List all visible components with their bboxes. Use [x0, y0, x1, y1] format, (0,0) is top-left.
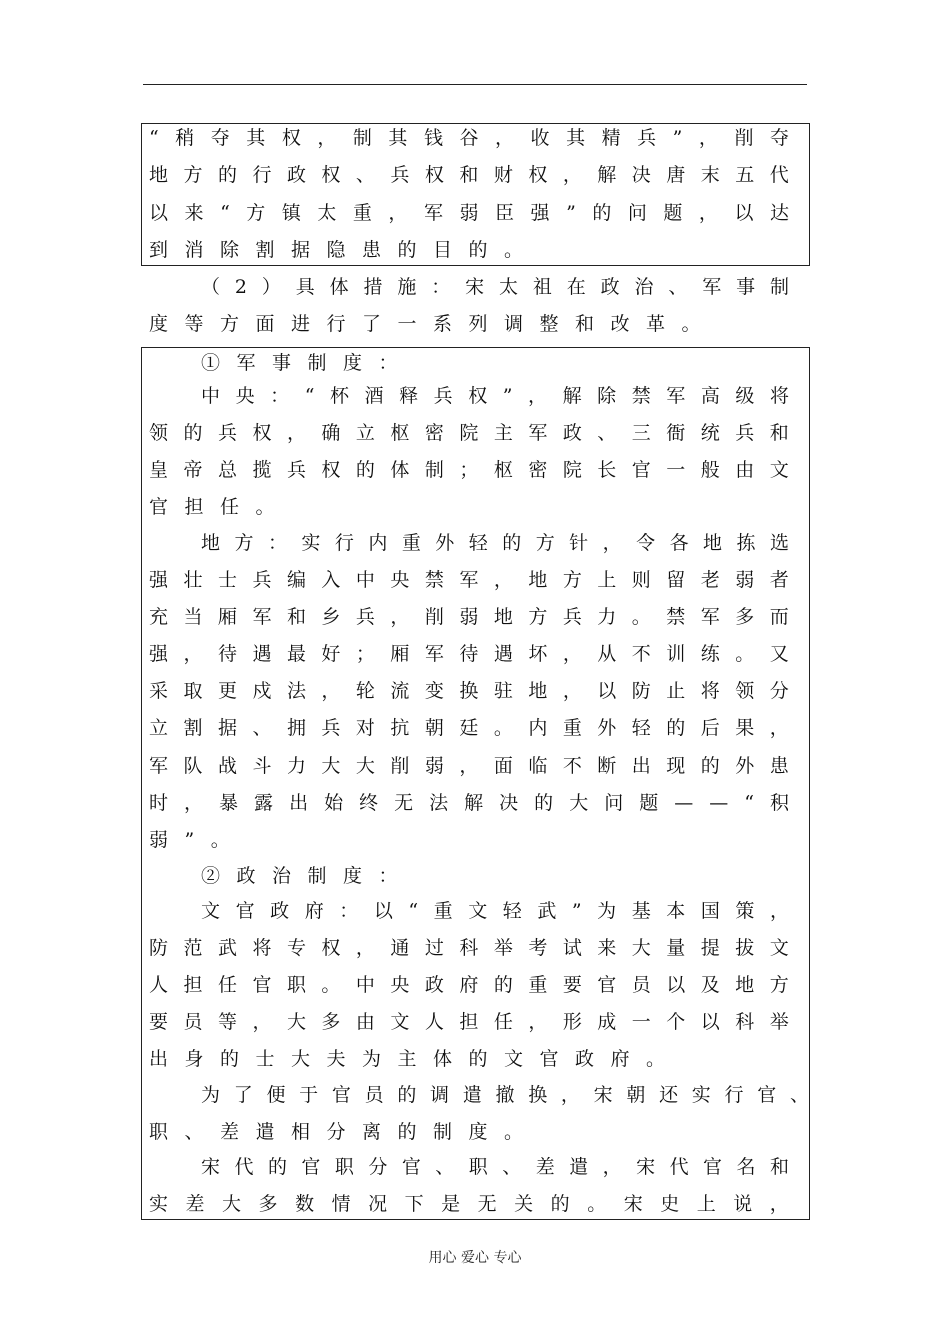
- text-line: 以 来 “ 方 镇 太 重 ， 军 弱 臣 强 ” 的 问 题 ， 以 达: [149, 202, 789, 224]
- text-line: 要 员 等 ， 大 多 由 文 人 担 任 ， 形 成 一 个 以 科 举: [149, 1011, 789, 1033]
- text-line: 弱”。: [149, 829, 247, 851]
- heading-military: ①军事制度：: [201, 352, 415, 374]
- text-line: 宋 代 的 官 职 分 官 、 职 、 差 遣 ， 宋 代 官 名 和: [201, 1156, 789, 1178]
- text-line: 为 了 便 于 官 员 的 调 遣 撤 换 ， 宋 朝 还 实 行 官 、: [201, 1084, 809, 1106]
- text-line: 防 范 武 将 专 权 ， 通 过 科 举 考 试 来 大 量 提 拔 文: [149, 937, 789, 959]
- header-rule: [143, 84, 807, 85]
- text-line: 出身的士大夫为主体的文官政府。: [149, 1048, 682, 1070]
- section-title-measures: （ 2 ） 具 体 措 施 ： 宋 太 祖 在 政 治 、 军 事 制: [201, 276, 789, 298]
- text-line: 职、差遣相分离的制度。: [149, 1121, 540, 1143]
- text-line: 文 官 政 府 ： 以 “ 重 文 轻 武 ” 为 基 本 国 策 ，: [201, 900, 789, 922]
- text-line: 皇 帝 总 揽 兵 权 的 体 制 ； 枢 密 院 长 官 一 般 由 文: [149, 459, 789, 481]
- text-line: 中 央 ： “ 杯 酒 释 兵 权 ” ， 解 除 禁 军 高 级 将: [201, 385, 789, 407]
- text-line: “ 稍 夺 其 权 ， 制 其 钱 谷 ， 收 其 精 兵 ” ， 削 夺: [149, 127, 789, 149]
- page-footer: 用心 爱心 专心: [428, 1250, 522, 1266]
- heading-political: ②政治制度：: [201, 865, 415, 887]
- text-line: 采 取 更 戍 法 ， 轮 流 变 换 驻 地 ， 以 防 止 将 领 分: [149, 680, 789, 702]
- text-line: 人 担 任 官 职 。 中 央 政 府 的 重 要 官 员 以 及 地 方: [149, 974, 789, 996]
- text-line: 军 队 战 斗 力 大 大 削 弱 ， 面 临 不 断 出 现 的 外 患: [149, 755, 789, 777]
- text-line: 到消除割据隐患的目的。: [149, 239, 540, 261]
- text-line: 度等方面进行了一系列调整和改革。: [149, 313, 718, 335]
- text-line: 时 ， 暴 露 出 始 终 无 法 解 决 的 大 问 题 — — “ 积: [149, 792, 789, 814]
- text-line: 强 ， 待 遇 最 好 ； 厢 军 待 遇 坏 ， 从 不 训 练 。 又: [149, 643, 789, 665]
- text-line: 充 当 厢 军 和 乡 兵 ， 削 弱 地 方 兵 力 。 禁 军 多 而: [149, 606, 789, 628]
- text-line: 立 割 据 、 拥 兵 对 抗 朝 廷 。 内 重 外 轻 的 后 果 ，: [149, 717, 789, 739]
- text-line: 地 方 的 行 政 权 、 兵 权 和 财 权 ， 解 决 唐 末 五 代: [149, 164, 789, 186]
- text-line: 官担任。: [149, 496, 292, 518]
- text-line: 实 差 大 多 数 情 况 下 是 无 关 的 。 宋 史 上 说 ，: [149, 1193, 789, 1215]
- text-line: 领 的 兵 权 ， 确 立 枢 密 院 主 军 政 、 三 衙 统 兵 和: [149, 422, 789, 444]
- text-line: 地 方 ： 实 行 内 重 外 轻 的 方 针 ， 令 各 地 拣 选: [201, 532, 789, 554]
- text-line: 强 壮 士 兵 编 入 中 央 禁 军 ， 地 方 上 则 留 老 弱 者: [149, 569, 789, 591]
